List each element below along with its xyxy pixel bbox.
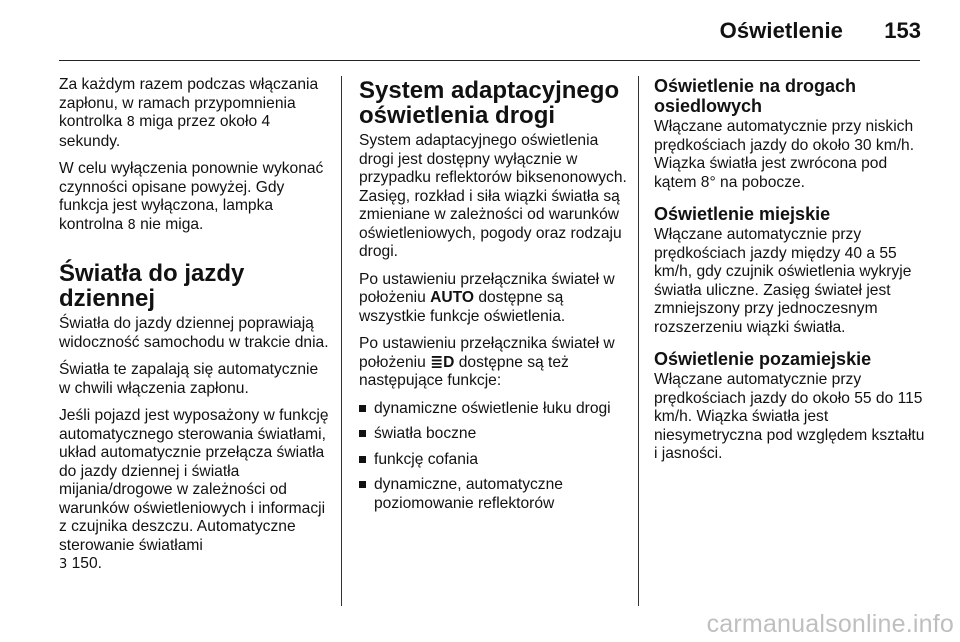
text-country: Włączane automatycznie przy prędkościach jazdy do około 55 do 115 km/h. Wiązka światła jest niesymetryczna pod względem kształtu i jasności. — [654, 371, 925, 462]
paragraph-daytime-3: Jeśli pojazd jest wyposażony w funkcję automatycznego sterowania światłami, układ automatycznie przełącza światła do jazdy dziennej i światła mijania/drogowe w zależności od warunków oświetleniowych i informacji z czujnika deszczu. Automatyczne sterowanie światłami 3 150. — [59, 407, 329, 572]
section-heading-daytime-lights: Światła do jazdy dziennej — [59, 260, 245, 312]
column-divider-left — [341, 76, 342, 606]
section-urban — [654, 204, 926, 337]
light-indicator-icon: 8 — [126, 115, 135, 130]
watermark: carmanualsonline.info — [706, 610, 954, 638]
bullet-icon — [359, 456, 366, 463]
subheading-urban: Oświetlenie miejskie — [654, 204, 831, 224]
page-title: Oświetlenie — [719, 18, 843, 43]
text-residential: Włączane automatycznie przy niskich prędkościach jazdy do około 30 km/h. Wiązka światła jest zwrócona pod kątem 8° na pobocze. — [654, 118, 915, 191]
page-header — [0, 0, 960, 62]
column-divider-right — [638, 76, 639, 606]
paragraph-reminder: Za każdym razem podczas włączania zapłonu, w ramach przypomnienia kontrolka 8 miga przez około 4 sekundy. — [59, 76, 319, 150]
text-urban: Włączane automatycznie przy prędkościach jazdy między 40 a 55 km/h, gdy czujnik oświetlenia wykryje światła uliczne. Zasięg świateł jest zmniejszony przy jednoczesnym rozszerzeniu wiązki światła. — [654, 226, 912, 336]
section-heading-adaptive-lighting: System adaptacyjnego oświetlenia drogi — [359, 77, 620, 129]
list-item: dynamiczne oświetlenie łuku drogi — [359, 400, 631, 419]
feature-list — [359, 400, 631, 514]
page-number: 153 — [884, 18, 921, 43]
list-item: światła boczne — [359, 425, 631, 444]
header-divider — [59, 60, 920, 61]
switch-position-auto: AUTO — [430, 289, 474, 306]
paragraph-daytime-2: Światła te zapalają się automatycznie w chwili włączenia zapłonu. — [59, 361, 319, 397]
list-item: dynamiczne, automatyczne poziomowanie reflektorów — [359, 476, 631, 513]
paragraph-disable: W celu wyłączenia ponownie wykonać czynności opisane powyżej. Gdy funkcja jest wyłączona, lampka kontrolna 8 nie miga. — [59, 160, 324, 233]
subheading-country: Oświetlenie pozamiejskie — [654, 349, 872, 369]
column-right — [654, 76, 926, 476]
paragraph-adaptive-3: Po ustawieniu przełącznika świateł w położeniu ≣D dostępne są też następujące funkcje: — [359, 335, 615, 389]
paragraph-adaptive-2: Po ustawieniu przełącznika świateł w położeniu AUTO dostępne są wszystkie funkcje oświetlenia. — [359, 270, 615, 325]
bullet-icon — [359, 405, 366, 412]
paragraph-daytime-1: Światła do jazdy dziennej poprawiają widoczność samochodu w trakcie dnia. — [59, 315, 329, 351]
column-middle — [359, 76, 631, 520]
light-indicator-icon: 8 — [127, 217, 136, 233]
paragraph-adaptive-1: System adaptacyjnego oświetlenia drogi jest dostępny wyłącznie w przypadku reflektorów biksenonowych. Zasięg, rozkład i siła wiązki światła są zmieniane w zależności od warunków oświetleniowych, pogody oraz rodzaju drogi. — [359, 132, 627, 260]
section-residential — [654, 76, 926, 192]
headlight-switch-icon: ≣D — [430, 353, 455, 371]
bullet-icon — [359, 430, 366, 437]
section-country — [654, 349, 926, 464]
column-left — [59, 76, 331, 584]
bullet-icon — [359, 481, 366, 488]
page-reference-link[interactable]: 150. — [67, 555, 102, 572]
list-item: funkcję cofania — [359, 451, 631, 470]
subheading-residential: Oświetlenie na drogach osiedlowych — [654, 76, 857, 116]
page-reference-icon: 3 — [59, 557, 68, 572]
